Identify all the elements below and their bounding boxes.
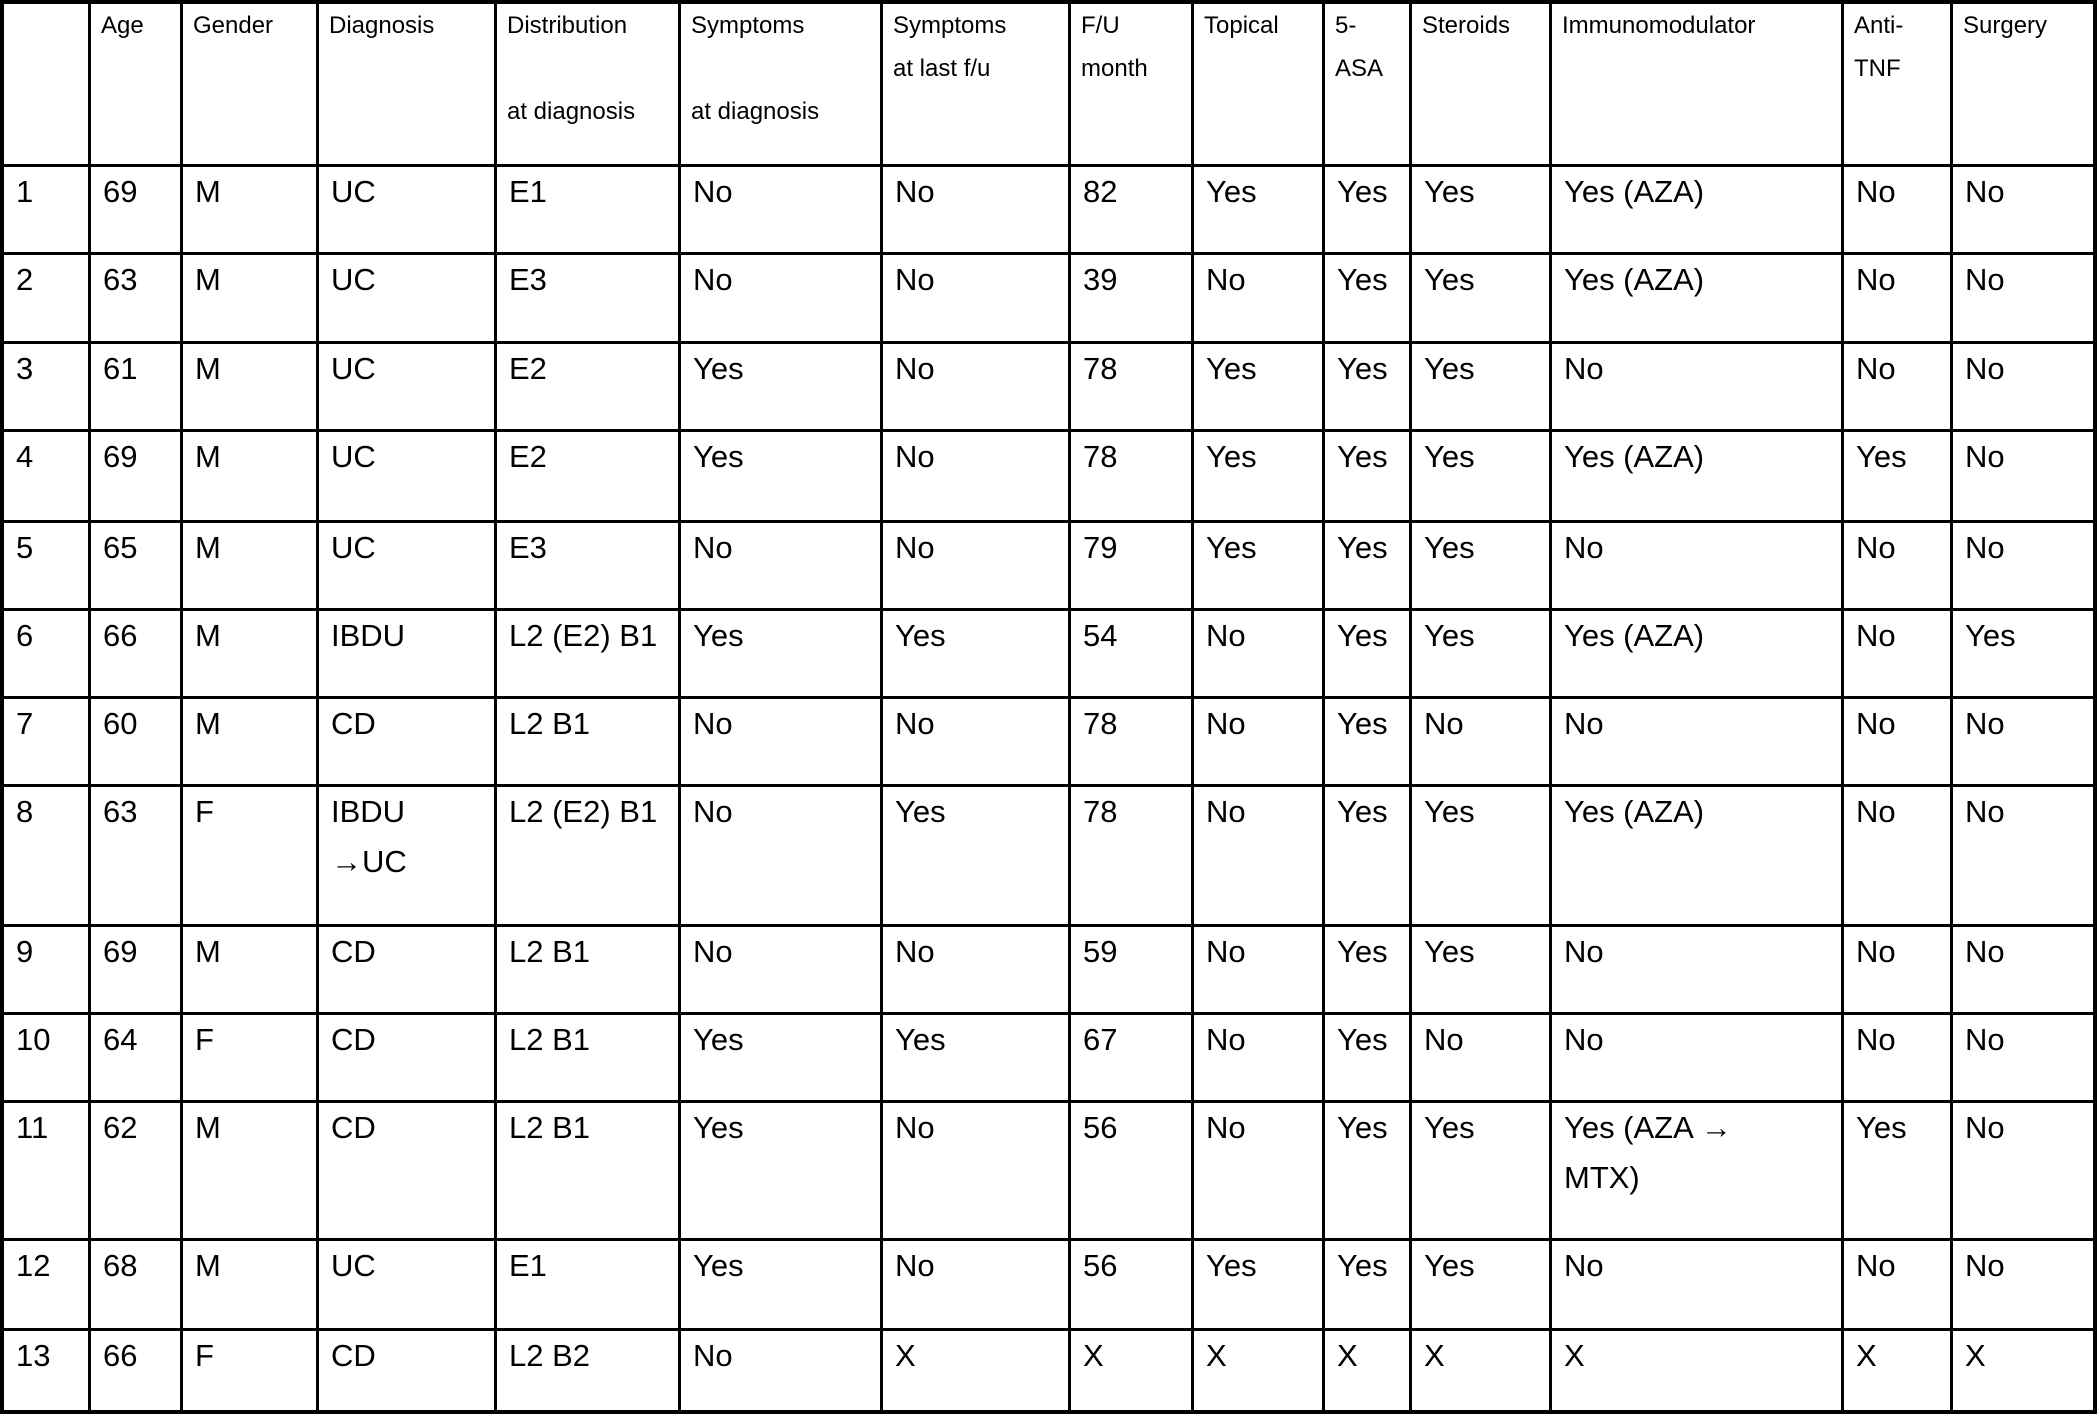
cell-immunomodulator: No [1549, 696, 1841, 784]
cell-topical: X [1191, 1328, 1322, 1414]
cell-fu-month: X [1068, 1328, 1191, 1414]
cell-steroids: Yes [1409, 1238, 1549, 1328]
cell-symptoms-at-last-fu: No [880, 341, 1068, 429]
cell-surgery: No [1950, 696, 2097, 784]
cell-immunomodulator: No [1549, 1012, 1841, 1100]
cell-immunomodulator: No [1549, 341, 1841, 429]
cell-fu-month: 78 [1068, 696, 1191, 784]
cell-symptoms-at-last-fu: No [880, 252, 1068, 341]
cell-5-asa: X [1322, 1328, 1409, 1414]
cell-steroids: Yes [1409, 784, 1549, 924]
cell-steroids: Yes [1409, 252, 1549, 341]
cell-anti-tnf: No [1841, 1012, 1950, 1100]
cell-symptoms-at-diagnosis: No [678, 784, 880, 924]
cell-topical: Yes [1191, 429, 1322, 520]
cell-distribution: L2 B2 [494, 1328, 678, 1414]
cell-anti-tnf: Yes [1841, 1100, 1950, 1238]
cell-fu-month: 82 [1068, 164, 1191, 252]
cell-symptoms-at-diagnosis: Yes [678, 608, 880, 696]
cell-immunomodulator: Yes (AZA) [1549, 608, 1841, 696]
cell-immunomodulator: Yes (AZA → MTX) [1549, 1100, 1841, 1238]
cell-anti-tnf: No [1841, 520, 1950, 608]
cell-diagnosis: IBDU [316, 608, 494, 696]
cell-symptoms-at-last-fu: No [880, 1238, 1068, 1328]
cell-steroids: No [1409, 1012, 1549, 1100]
cell-steroids: Yes [1409, 1100, 1549, 1238]
cell-row-number: 5 [4, 520, 88, 608]
cell-symptoms-at-diagnosis: Yes [678, 1100, 880, 1238]
cell-5-asa: Yes [1322, 1100, 1409, 1238]
cell-age: 66 [88, 608, 180, 696]
cell-diagnosis: CD [316, 696, 494, 784]
cell-gender: M [180, 429, 316, 520]
cell-age: 63 [88, 784, 180, 924]
cell-immunomodulator: Yes (AZA) [1549, 252, 1841, 341]
cell-anti-tnf: No [1841, 924, 1950, 1012]
cell-steroids: Yes [1409, 164, 1549, 252]
cell-distribution: E1 [494, 1238, 678, 1328]
cell-gender: M [180, 164, 316, 252]
cell-surgery: No [1950, 924, 2097, 1012]
cell-distribution: L2 (E2) B1 [494, 608, 678, 696]
cell-row-number: 3 [4, 341, 88, 429]
cell-symptoms-at-diagnosis: No [678, 520, 880, 608]
cell-immunomodulator: Yes (AZA) [1549, 429, 1841, 520]
cell-distribution: E2 [494, 429, 678, 520]
cell-age: 66 [88, 1328, 180, 1414]
cell-5-asa: Yes [1322, 252, 1409, 341]
cell-age: 64 [88, 1012, 180, 1100]
cell-row-number: 8 [4, 784, 88, 924]
cell-diagnosis: CD [316, 924, 494, 1012]
cell-topical: Yes [1191, 341, 1322, 429]
cell-immunomodulator: X [1549, 1328, 1841, 1414]
header-surgery: Surgery [1950, 4, 2097, 164]
cell-anti-tnf: No [1841, 164, 1950, 252]
cell-immunomodulator: Yes (AZA) [1549, 164, 1841, 252]
cell-5-asa: Yes [1322, 429, 1409, 520]
cell-surgery: No [1950, 1012, 2097, 1100]
cell-symptoms-at-last-fu: No [880, 520, 1068, 608]
cell-symptoms-at-last-fu: Yes [880, 784, 1068, 924]
header-age: Age [88, 4, 180, 164]
header-steroids: Steroids [1409, 4, 1549, 164]
cell-immunomodulator: No [1549, 1238, 1841, 1328]
header-gender: Gender [180, 4, 316, 164]
cell-5-asa: Yes [1322, 608, 1409, 696]
cell-surgery: No [1950, 341, 2097, 429]
header-row-number [4, 4, 88, 164]
cell-steroids: No [1409, 696, 1549, 784]
cell-symptoms-at-diagnosis: Yes [678, 429, 880, 520]
cell-fu-month: 54 [1068, 608, 1191, 696]
cell-gender: M [180, 520, 316, 608]
cell-symptoms-at-diagnosis: Yes [678, 1238, 880, 1328]
cell-diagnosis: UC [316, 252, 494, 341]
cell-diagnosis: CD [316, 1328, 494, 1414]
cell-gender: M [180, 1238, 316, 1328]
cell-gender: M [180, 924, 316, 1012]
cell-age: 69 [88, 429, 180, 520]
cell-symptoms-at-last-fu: No [880, 429, 1068, 520]
cell-surgery: No [1950, 1238, 2097, 1328]
header-diagnosis: Diagnosis [316, 4, 494, 164]
cell-surgery: No [1950, 429, 2097, 520]
cell-topical: Yes [1191, 1238, 1322, 1328]
cell-row-number: 13 [4, 1328, 88, 1414]
header-immunomodulator: Immunomodulator [1549, 4, 1841, 164]
cell-symptoms-at-last-fu: Yes [880, 608, 1068, 696]
cell-anti-tnf: X [1841, 1328, 1950, 1414]
cell-steroids: Yes [1409, 608, 1549, 696]
cell-surgery: Yes [1950, 608, 2097, 696]
cell-steroids: X [1409, 1328, 1549, 1414]
cell-anti-tnf: Yes [1841, 429, 1950, 520]
cell-gender: F [180, 1012, 316, 1100]
cell-symptoms-at-diagnosis: No [678, 1328, 880, 1414]
cell-anti-tnf: No [1841, 784, 1950, 924]
cell-steroids: Yes [1409, 429, 1549, 520]
cell-symptoms-at-diagnosis: Yes [678, 341, 880, 429]
cell-age: 68 [88, 1238, 180, 1328]
cell-surgery: No [1950, 252, 2097, 341]
cell-symptoms-at-last-fu: No [880, 1100, 1068, 1238]
cell-steroids: Yes [1409, 924, 1549, 1012]
cell-topical: No [1191, 696, 1322, 784]
cell-gender: F [180, 1328, 316, 1414]
cell-topical: No [1191, 1012, 1322, 1100]
cell-symptoms-at-diagnosis: Yes [678, 1012, 880, 1100]
cell-gender: M [180, 608, 316, 696]
cell-distribution: L2 B1 [494, 696, 678, 784]
cell-5-asa: Yes [1322, 924, 1409, 1012]
cell-distribution: L2 B1 [494, 1012, 678, 1100]
cell-symptoms-at-last-fu: Yes [880, 1012, 1068, 1100]
cell-diagnosis: UC [316, 1238, 494, 1328]
cell-symptoms-at-last-fu: No [880, 924, 1068, 1012]
cell-topical: No [1191, 924, 1322, 1012]
cell-age: 69 [88, 164, 180, 252]
header-symptoms-at-diagnosis: Symptoms at diagnosis [678, 4, 880, 164]
cell-age: 63 [88, 252, 180, 341]
cell-fu-month: 78 [1068, 784, 1191, 924]
cell-diagnosis: CD [316, 1100, 494, 1238]
cell-gender: M [180, 696, 316, 784]
cell-symptoms-at-diagnosis: No [678, 924, 880, 1012]
cell-fu-month: 78 [1068, 429, 1191, 520]
header-symptoms-at-last-fu: Symptoms at last f/u [880, 4, 1068, 164]
cell-row-number: 4 [4, 429, 88, 520]
cell-age: 69 [88, 924, 180, 1012]
cell-fu-month: 56 [1068, 1100, 1191, 1238]
cell-immunomodulator: No [1549, 924, 1841, 1012]
cell-row-number: 1 [4, 164, 88, 252]
header-distribution: Distribution at diagnosis [494, 4, 678, 164]
cell-5-asa: Yes [1322, 164, 1409, 252]
cell-immunomodulator: No [1549, 520, 1841, 608]
cell-age: 62 [88, 1100, 180, 1238]
cell-anti-tnf: No [1841, 252, 1950, 341]
cell-fu-month: 59 [1068, 924, 1191, 1012]
cell-5-asa: Yes [1322, 1012, 1409, 1100]
cell-distribution: E3 [494, 252, 678, 341]
cell-5-asa: Yes [1322, 1238, 1409, 1328]
cell-steroids: Yes [1409, 520, 1549, 608]
cell-diagnosis: UC [316, 520, 494, 608]
cell-row-number: 12 [4, 1238, 88, 1328]
cell-anti-tnf: No [1841, 1238, 1950, 1328]
header-5-asa: 5- ASA [1322, 4, 1409, 164]
cell-surgery: X [1950, 1328, 2097, 1414]
cell-distribution: E1 [494, 164, 678, 252]
header-topical: Topical [1191, 4, 1322, 164]
cell-surgery: No [1950, 784, 2097, 924]
cell-fu-month: 56 [1068, 1238, 1191, 1328]
cell-diagnosis: UC [316, 341, 494, 429]
cell-row-number: 6 [4, 608, 88, 696]
cell-fu-month: 67 [1068, 1012, 1191, 1100]
cell-distribution: L2 B1 [494, 1100, 678, 1238]
cell-surgery: No [1950, 164, 2097, 252]
cell-symptoms-at-last-fu: No [880, 164, 1068, 252]
cell-topical: Yes [1191, 520, 1322, 608]
cell-row-number: 9 [4, 924, 88, 1012]
cell-age: 65 [88, 520, 180, 608]
cell-symptoms-at-last-fu: No [880, 696, 1068, 784]
cell-5-asa: Yes [1322, 520, 1409, 608]
cell-age: 60 [88, 696, 180, 784]
cell-diagnosis: CD [316, 1012, 494, 1100]
cell-symptoms-at-last-fu: X [880, 1328, 1068, 1414]
cell-topical: No [1191, 252, 1322, 341]
cell-fu-month: 79 [1068, 520, 1191, 608]
cell-row-number: 7 [4, 696, 88, 784]
cell-topical: No [1191, 784, 1322, 924]
cell-symptoms-at-diagnosis: No [678, 696, 880, 784]
cell-gender: M [180, 341, 316, 429]
cell-anti-tnf: No [1841, 341, 1950, 429]
cell-symptoms-at-diagnosis: No [678, 164, 880, 252]
cell-age: 61 [88, 341, 180, 429]
cell-row-number: 11 [4, 1100, 88, 1238]
cell-surgery: No [1950, 520, 2097, 608]
cell-immunomodulator: Yes (AZA) [1549, 784, 1841, 924]
cell-gender: M [180, 1100, 316, 1238]
cell-distribution: E3 [494, 520, 678, 608]
cell-distribution: L2 B1 [494, 924, 678, 1012]
cell-topical: No [1191, 608, 1322, 696]
header-anti-tnf: Anti- TNF [1841, 4, 1950, 164]
cell-anti-tnf: No [1841, 608, 1950, 696]
cell-surgery: No [1950, 1100, 2097, 1238]
cell-5-asa: Yes [1322, 784, 1409, 924]
cell-symptoms-at-diagnosis: No [678, 252, 880, 341]
cell-row-number: 10 [4, 1012, 88, 1100]
cell-5-asa: Yes [1322, 341, 1409, 429]
cell-diagnosis: UC [316, 429, 494, 520]
cell-fu-month: 39 [1068, 252, 1191, 341]
cell-distribution: E2 [494, 341, 678, 429]
cell-fu-month: 78 [1068, 341, 1191, 429]
cell-row-number: 2 [4, 252, 88, 341]
cell-topical: No [1191, 1100, 1322, 1238]
cell-gender: F [180, 784, 316, 924]
cell-gender: M [180, 252, 316, 341]
header-fu-month: F/U month [1068, 4, 1191, 164]
cell-anti-tnf: No [1841, 696, 1950, 784]
cell-steroids: Yes [1409, 341, 1549, 429]
cell-diagnosis: IBDU →UC [316, 784, 494, 924]
cell-5-asa: Yes [1322, 696, 1409, 784]
cell-diagnosis: UC [316, 164, 494, 252]
cell-topical: Yes [1191, 164, 1322, 252]
cell-distribution: L2 (E2) B1 [494, 784, 678, 924]
